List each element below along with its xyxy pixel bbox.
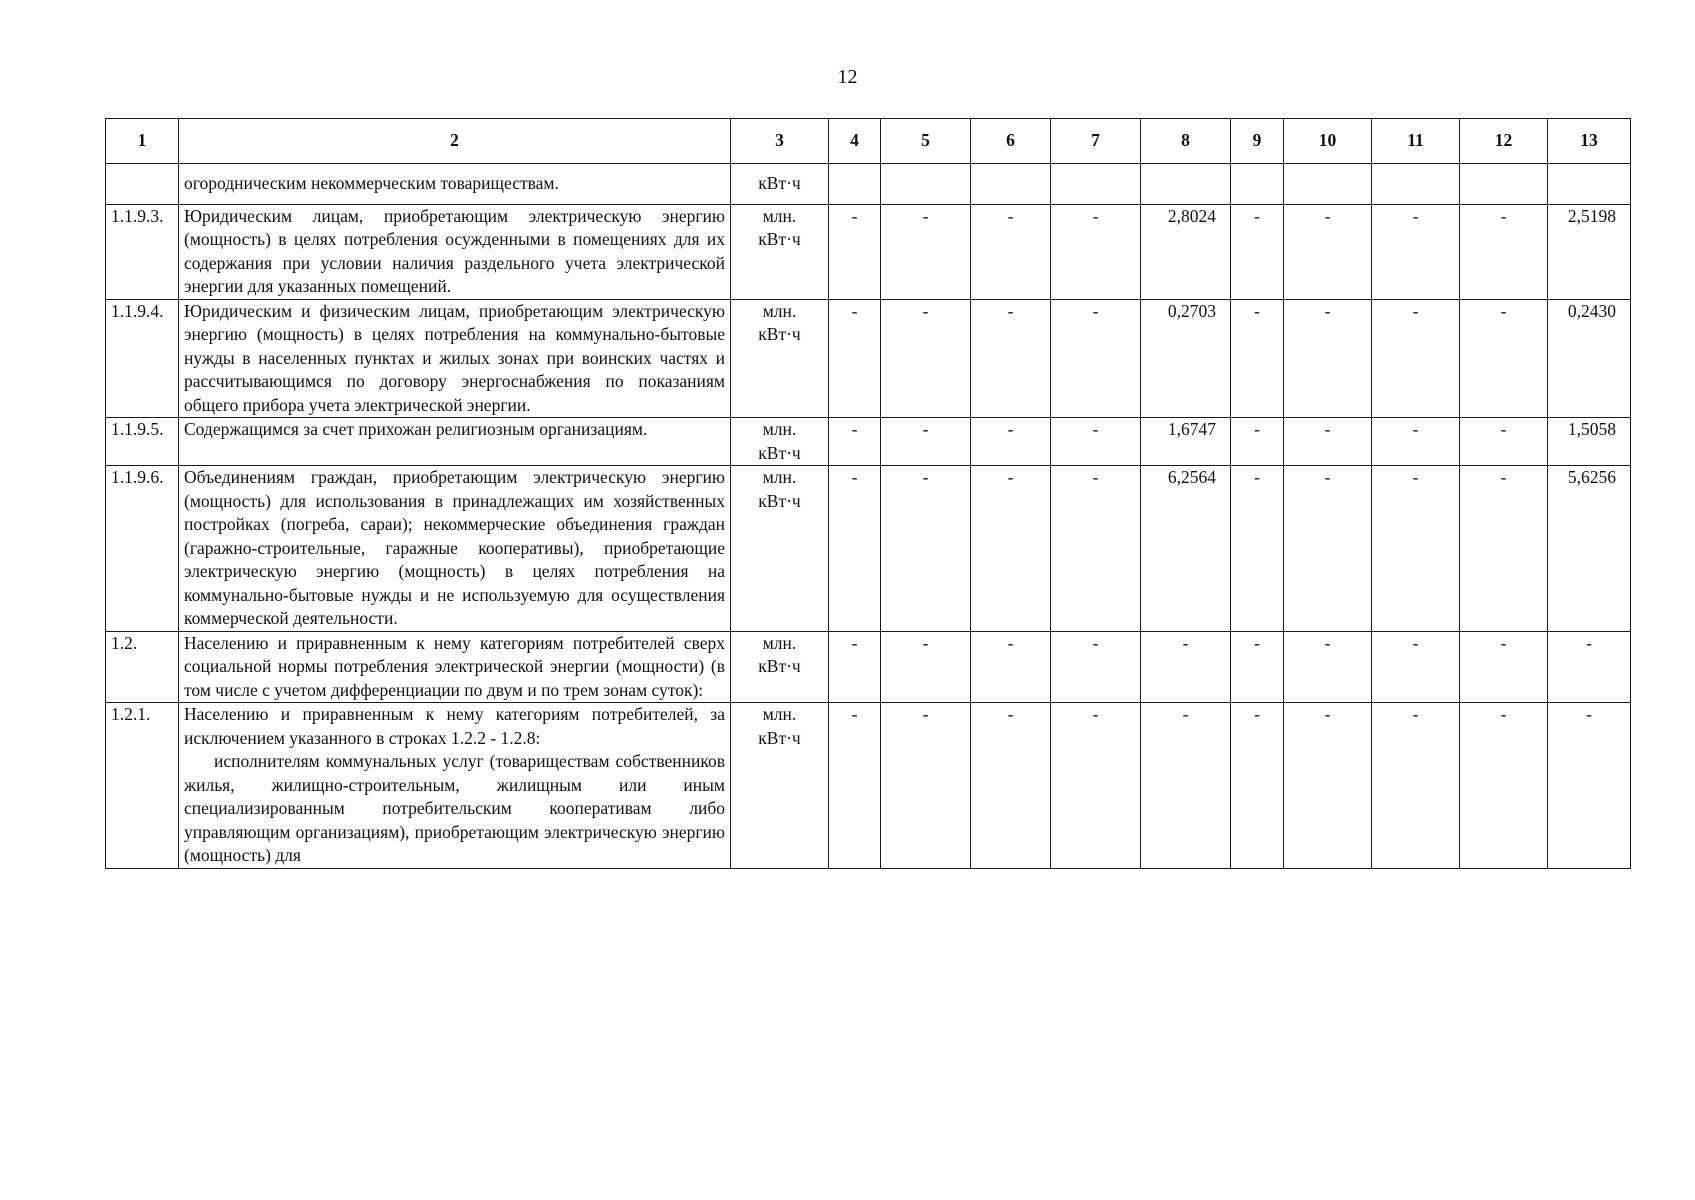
unit-line: млн. [762,704,797,724]
value-cell-col-7: - [1051,631,1141,703]
value-cell-col-9: - [1231,418,1284,466]
column-header-4: 4 [829,119,881,164]
table-body [106,164,1631,869]
column-header-8: 8 [1141,119,1231,164]
column-header-10: 10 [1284,119,1372,164]
value-cell-col-9: - [1231,466,1284,632]
value-cell-col-6: - [971,631,1051,703]
description-paragraph: Юридическим и физическим лицам, приобретающим электрическую энергию (мощность) в целях потребления на коммунально-бытовые нужды в населенных пунктах и жилых зонах при воинских частях и рассчитывающимся по договору энергоснабжения по показаниям общего прибора учета электрической энергии. [184,300,725,415]
description-paragraph: исполнителям коммунальных услуг (товариществам собственников жилья, жилищно-строительным, жилищным или иным специализированным потребительским кооперативам либо управляющим организациям), приобретающим электрическую энергию (мощность) для [184,751,725,865]
value-cell-col-5 [881,164,971,205]
row-description [179,703,731,869]
row-unit [731,164,829,205]
value-cell-col-13: - [1548,703,1631,869]
description-paragraph: огородническим некоммерческим товариществам. [184,173,559,193]
value-cell-col-10 [1284,164,1372,205]
table-row [106,466,1631,632]
row-unit [731,466,829,632]
value-cell-col-4: - [829,466,881,632]
page-number: 12 [837,66,858,88]
value-cell-col-8: 0,2703 [1141,299,1231,418]
row-number: 1.1.9.6. [106,466,179,632]
value-cell-col-6: - [971,299,1051,418]
tariff-table [105,118,1631,869]
value-cell-col-7: - [1051,418,1141,466]
value-cell-col-4: - [829,703,881,869]
value-cell-col-9: - [1231,703,1284,869]
unit-line: млн. [762,419,797,439]
row-unit [731,204,829,299]
value-cell-col-9: - [1231,299,1284,418]
value-cell-col-13: 2,5198 [1548,204,1631,299]
value-cell-col-10: - [1284,703,1372,869]
row-description [179,204,731,299]
value-cell-col-13 [1548,164,1631,205]
row-description [179,164,731,205]
value-cell-col-6: - [971,703,1051,869]
row-number: 1.2. [106,631,179,703]
header-row [106,119,1631,164]
value-cell-col-10: - [1284,418,1372,466]
unit-line: кВт·ч [758,727,801,748]
value-cell-col-12 [1460,164,1548,205]
row-number [106,164,179,205]
value-cell-col-8 [1141,164,1231,205]
unit-line: млн. [762,300,797,321]
value-cell-col-5: - [881,204,971,299]
value-cell-col-7: - [1051,204,1141,299]
value-cell-col-11: - [1372,631,1460,703]
value-cell-col-8: 1,6747 [1141,418,1231,466]
value-cell-col-7 [1051,164,1141,205]
value-cell-col-7: - [1051,299,1141,418]
unit-line: млн. [762,205,797,226]
column-header-5: 5 [881,119,971,164]
value-cell-col-12: - [1460,631,1548,703]
value-cell-col-13: 5,6256 [1548,466,1631,632]
table-header [106,119,1631,164]
row-description [179,631,731,703]
value-cell-col-6 [971,164,1051,205]
value-cell-col-4: - [829,631,881,703]
column-header-12: 12 [1460,119,1548,164]
value-cell-col-12: - [1460,703,1548,869]
value-cell-col-4: - [829,299,881,418]
column-header-13: 13 [1548,119,1631,164]
value-cell-col-7: - [1051,466,1141,632]
description-paragraph: Содержащимся за счет прихожан религиозным организациям. [184,419,648,439]
column-header-7: 7 [1051,119,1141,164]
value-cell-col-12: - [1460,299,1548,418]
value-cell-col-11: - [1372,299,1460,418]
column-header-9: 9 [1231,119,1284,164]
value-cell-col-9 [1231,164,1284,205]
description-paragraph: Населению и приравненным к нему категориям потребителей сверх социальной нормы потребления электрической энергии (мощности) (в том числе с учетом дифференциации по двум и по трем зонам суток): [184,632,725,700]
table-row [106,164,1631,205]
column-header-6: 6 [971,119,1051,164]
row-description [179,466,731,632]
value-cell-col-11: - [1372,466,1460,632]
value-cell-col-8: 2,8024 [1141,204,1231,299]
column-header-3: 3 [731,119,829,164]
description-paragraph: Объединениям граждан, приобретающим электрическую энергию (мощность) для использования в принадлежащих им хозяйственных постройках (погреба, сараи); некоммерческие объединения граждан (гаражно-строительные, гаражные кооперативы), приобретающие электрическую энергию (мощность) в целях потребления на коммунально-бытовые нужды и не используемую для осуществления коммерческой деятельности. [184,467,725,628]
value-cell-col-10: - [1284,204,1372,299]
row-unit [731,631,829,703]
table-row [106,418,1631,466]
value-cell-col-11 [1372,164,1460,205]
table-row [106,631,1631,703]
value-cell-col-5: - [881,418,971,466]
row-unit [731,703,829,869]
value-cell-col-8: 6,2564 [1141,466,1231,632]
value-cell-col-7: - [1051,703,1141,869]
table-row [106,299,1631,418]
row-number: 1.2.1. [106,703,179,869]
unit-line: кВт·ч [758,656,801,676]
value-cell-col-10: - [1284,299,1372,418]
value-cell-col-6: - [971,204,1051,299]
value-cell-col-5: - [881,703,971,869]
description-paragraph: Юридическим лицам, приобретающим электрическую энергию (мощность) в целях потребления осужденными в помещениях для их содержания при условии наличия раздельного учета электрической энергии для указанных помещений. [184,205,725,296]
value-cell-col-5: - [881,631,971,703]
column-header-1: 1 [106,119,179,164]
value-cell-col-13: - [1548,631,1631,703]
row-unit [731,299,829,418]
value-cell-col-9: - [1231,631,1284,703]
column-header-2: 2 [179,119,731,164]
value-cell-col-12: - [1460,466,1548,632]
description-paragraph: Населению и приравненным к нему категориям потребителей, за исключением указанного в строках 1.2.2 - 1.2.8: [184,704,725,748]
unit-line: кВт·ч [758,324,801,344]
value-cell-col-4 [829,164,881,205]
unit-line: кВт·ч [758,442,801,463]
value-cell-col-12: - [1460,204,1548,299]
row-description [179,299,731,418]
value-cell-col-11: - [1372,418,1460,466]
value-cell-col-12: - [1460,418,1548,466]
value-cell-col-5: - [881,466,971,632]
value-cell-col-4: - [829,418,881,466]
value-cell-col-4: - [829,204,881,299]
row-number: 1.1.9.4. [106,299,179,418]
value-cell-col-6: - [971,466,1051,632]
table-row [106,204,1631,299]
value-cell-col-9: - [1231,204,1284,299]
value-cell-col-6: - [971,418,1051,466]
value-cell-col-13: 1,5058 [1548,418,1631,466]
row-description [179,418,731,466]
unit-line: млн. [762,632,797,653]
value-cell-col-10: - [1284,466,1372,632]
column-header-11: 11 [1372,119,1460,164]
unit-line: кВт·ч [758,173,801,193]
value-cell-col-8: - [1141,631,1231,703]
unit-line: млн. [762,467,797,487]
row-unit [731,418,829,466]
value-cell-col-11: - [1372,703,1460,869]
row-number: 1.1.9.5. [106,418,179,466]
value-cell-col-11: - [1372,204,1460,299]
table-row [106,703,1631,869]
unit-line: кВт·ч [758,490,801,511]
value-cell-col-10: - [1284,631,1372,703]
value-cell-col-5: - [881,299,971,418]
value-cell-col-13: 0,2430 [1548,299,1631,418]
unit-line: кВт·ч [758,229,801,249]
row-number: 1.1.9.3. [106,204,179,299]
value-cell-col-8: - [1141,703,1231,869]
